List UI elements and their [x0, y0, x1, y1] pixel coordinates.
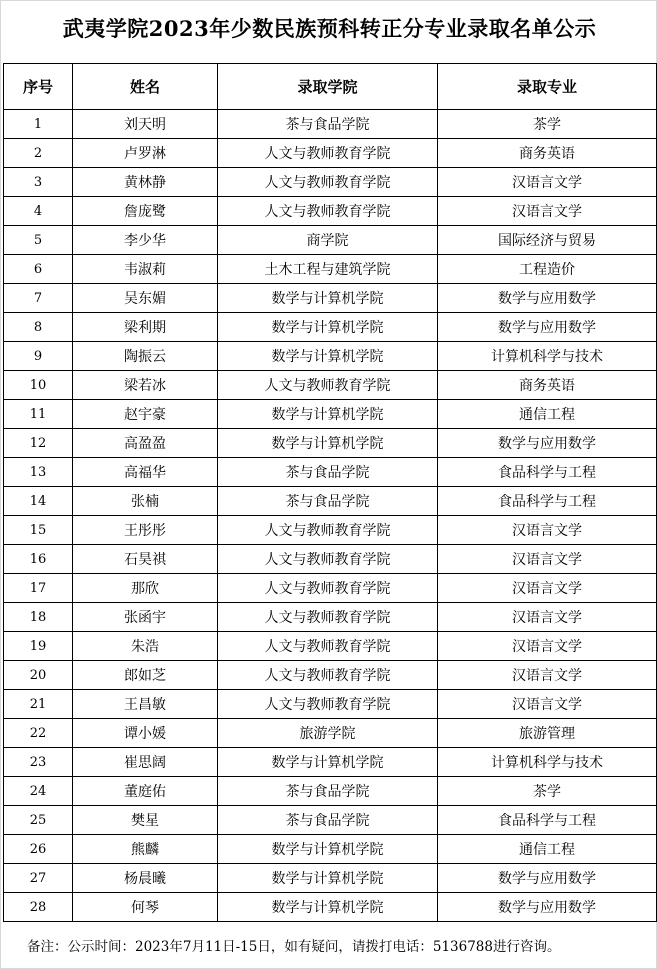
cell-major: 国际经济与贸易: [438, 226, 657, 255]
cell-name: 郎如芝: [73, 661, 218, 690]
cell-index: 17: [4, 574, 73, 603]
cell-name: 谭小媛: [73, 719, 218, 748]
cell-major: 计算机科学与技术: [438, 748, 657, 777]
cell-index: 1: [4, 110, 73, 139]
cell-major: 数学与应用数学: [438, 429, 657, 458]
cell-major: 茶学: [438, 110, 657, 139]
header-name: 姓名: [73, 64, 218, 110]
cell-major: 食品科学与工程: [438, 806, 657, 835]
cell-name: 刘天明: [73, 110, 218, 139]
cell-major: 数学与应用数学: [438, 284, 657, 313]
cell-name: 梁利期: [73, 313, 218, 342]
table-row: [4, 226, 657, 255]
cell-major: 商务英语: [438, 371, 657, 400]
cell-index: 18: [4, 603, 73, 632]
table-row: [4, 255, 657, 284]
table-row: [4, 458, 657, 487]
cell-college: 茶与食品学院: [218, 487, 438, 516]
cell-college: 人文与教师教育学院: [218, 632, 438, 661]
table-row: [4, 139, 657, 168]
table-body: [4, 110, 657, 922]
cell-index: 3: [4, 168, 73, 197]
cell-major: 汉语言文学: [438, 603, 657, 632]
cell-index: 26: [4, 835, 73, 864]
cell-college: 人文与教师教育学院: [218, 516, 438, 545]
table-row: [4, 574, 657, 603]
table-row: [4, 516, 657, 545]
cell-college: 人文与教师教育学院: [218, 603, 438, 632]
cell-name: 高盈盈: [73, 429, 218, 458]
cell-index: 15: [4, 516, 73, 545]
cell-major: 汉语言文学: [438, 661, 657, 690]
cell-college: 数学与计算机学院: [218, 284, 438, 313]
table-header-row: [4, 64, 657, 110]
cell-name: 高福华: [73, 458, 218, 487]
cell-major: 旅游管理: [438, 719, 657, 748]
cell-college: 数学与计算机学院: [218, 835, 438, 864]
table-row: [4, 893, 657, 922]
cell-major: 食品科学与工程: [438, 458, 657, 487]
cell-college: 人文与教师教育学院: [218, 574, 438, 603]
cell-college: 数学与计算机学院: [218, 400, 438, 429]
cell-name: 韦淑莉: [73, 255, 218, 284]
cell-name: 那欣: [73, 574, 218, 603]
cell-index: 9: [4, 342, 73, 371]
table-row: [4, 777, 657, 806]
cell-name: 黄林静: [73, 168, 218, 197]
cell-index: 12: [4, 429, 73, 458]
cell-college: 商学院: [218, 226, 438, 255]
cell-name: 张楠: [73, 487, 218, 516]
table-row: [4, 806, 657, 835]
table-row: [4, 197, 657, 226]
cell-college: 数学与计算机学院: [218, 748, 438, 777]
cell-major: 汉语言文学: [438, 168, 657, 197]
table-row: [4, 342, 657, 371]
cell-name: 崔思阔: [73, 748, 218, 777]
cell-name: 卢罗淋: [73, 139, 218, 168]
cell-major: 汉语言文学: [438, 545, 657, 574]
cell-college: 人文与教师教育学院: [218, 545, 438, 574]
cell-index: 23: [4, 748, 73, 777]
footnote: 备注：公示时间：2023年7月11日-15日，如有疑问，请拨打电话：5136788进行咨询。: [27, 939, 561, 955]
cell-college: 数学与计算机学院: [218, 313, 438, 342]
cell-name: 梁若冰: [73, 371, 218, 400]
header-index: 序号: [4, 64, 73, 110]
cell-name: 王彤彤: [73, 516, 218, 545]
cell-index: 22: [4, 719, 73, 748]
cell-index: 20: [4, 661, 73, 690]
table-row: [4, 864, 657, 893]
cell-college: 人文与教师教育学院: [218, 371, 438, 400]
cell-index: 2: [4, 139, 73, 168]
cell-college: 人文与教师教育学院: [218, 661, 438, 690]
cell-name: 陶振云: [73, 342, 218, 371]
cell-major: 汉语言文学: [438, 632, 657, 661]
table-row: [4, 748, 657, 777]
cell-name: 董庭佑: [73, 777, 218, 806]
cell-index: 28: [4, 893, 73, 922]
cell-index: 7: [4, 284, 73, 313]
cell-college: 人文与教师教育学院: [218, 139, 438, 168]
cell-major: 汉语言文学: [438, 690, 657, 719]
cell-index: 24: [4, 777, 73, 806]
table-row: [4, 487, 657, 516]
cell-college: 数学与计算机学院: [218, 342, 438, 371]
cell-college: 数学与计算机学院: [218, 864, 438, 893]
table-row: [4, 110, 657, 139]
cell-college: 数学与计算机学院: [218, 429, 438, 458]
cell-major: 数学与应用数学: [438, 864, 657, 893]
table-row: [4, 313, 657, 342]
cell-major: 通信工程: [438, 835, 657, 864]
cell-college: 茶与食品学院: [218, 777, 438, 806]
cell-index: 27: [4, 864, 73, 893]
cell-college: 人文与教师教育学院: [218, 690, 438, 719]
cell-name: 杨晨曦: [73, 864, 218, 893]
page-title: 武夷学院2023年少数民族预科转正分专业录取名单公示: [62, 16, 597, 41]
table-row: [4, 400, 657, 429]
table-row: [4, 371, 657, 400]
table-row: [4, 661, 657, 690]
cell-major: 工程造价: [438, 255, 657, 284]
cell-name: 吴东媚: [73, 284, 218, 313]
cell-name: 何琴: [73, 893, 218, 922]
cell-index: 5: [4, 226, 73, 255]
table-row: [4, 429, 657, 458]
cell-name: 樊星: [73, 806, 218, 835]
cell-name: 石昊祺: [73, 545, 218, 574]
cell-major: 茶学: [438, 777, 657, 806]
cell-index: 10: [4, 371, 73, 400]
cell-college: 人文与教师教育学院: [218, 197, 438, 226]
cell-major: 汉语言文学: [438, 574, 657, 603]
cell-major: 食品科学与工程: [438, 487, 657, 516]
table-row: [4, 284, 657, 313]
cell-major: 通信工程: [438, 400, 657, 429]
cell-name: 李少华: [73, 226, 218, 255]
cell-index: 16: [4, 545, 73, 574]
cell-major: 汉语言文学: [438, 197, 657, 226]
cell-college: 旅游学院: [218, 719, 438, 748]
cell-index: 8: [4, 313, 73, 342]
cell-college: 茶与食品学院: [218, 110, 438, 139]
header-major: 录取专业: [438, 64, 657, 110]
cell-college: 茶与食品学院: [218, 458, 438, 487]
cell-index: 4: [4, 197, 73, 226]
cell-name: 王昌敏: [73, 690, 218, 719]
cell-index: 13: [4, 458, 73, 487]
table-row: [4, 719, 657, 748]
cell-index: 21: [4, 690, 73, 719]
cell-index: 11: [4, 400, 73, 429]
table-row: [4, 603, 657, 632]
cell-major: 汉语言文学: [438, 516, 657, 545]
cell-name: 朱浩: [73, 632, 218, 661]
header-college: 录取学院: [218, 64, 438, 110]
cell-college: 数学与计算机学院: [218, 893, 438, 922]
cell-index: 6: [4, 255, 73, 284]
cell-college: 人文与教师教育学院: [218, 168, 438, 197]
cell-name: 赵宇豪: [73, 400, 218, 429]
cell-index: 19: [4, 632, 73, 661]
cell-index: 25: [4, 806, 73, 835]
cell-major: 计算机科学与技术: [438, 342, 657, 371]
cell-college: 土木工程与建筑学院: [218, 255, 438, 284]
cell-name: 张函宇: [73, 603, 218, 632]
admission-table: [3, 63, 657, 922]
cell-major: 商务英语: [438, 139, 657, 168]
cell-major: 数学与应用数学: [438, 313, 657, 342]
table-row: [4, 690, 657, 719]
cell-index: 14: [4, 487, 73, 516]
table-row: [4, 168, 657, 197]
cell-college: 茶与食品学院: [218, 806, 438, 835]
cell-name: 詹庞鹭: [73, 197, 218, 226]
table-row: [4, 545, 657, 574]
cell-major: 数学与应用数学: [438, 893, 657, 922]
table-row: [4, 632, 657, 661]
table-row: [4, 835, 657, 864]
cell-name: 熊麟: [73, 835, 218, 864]
